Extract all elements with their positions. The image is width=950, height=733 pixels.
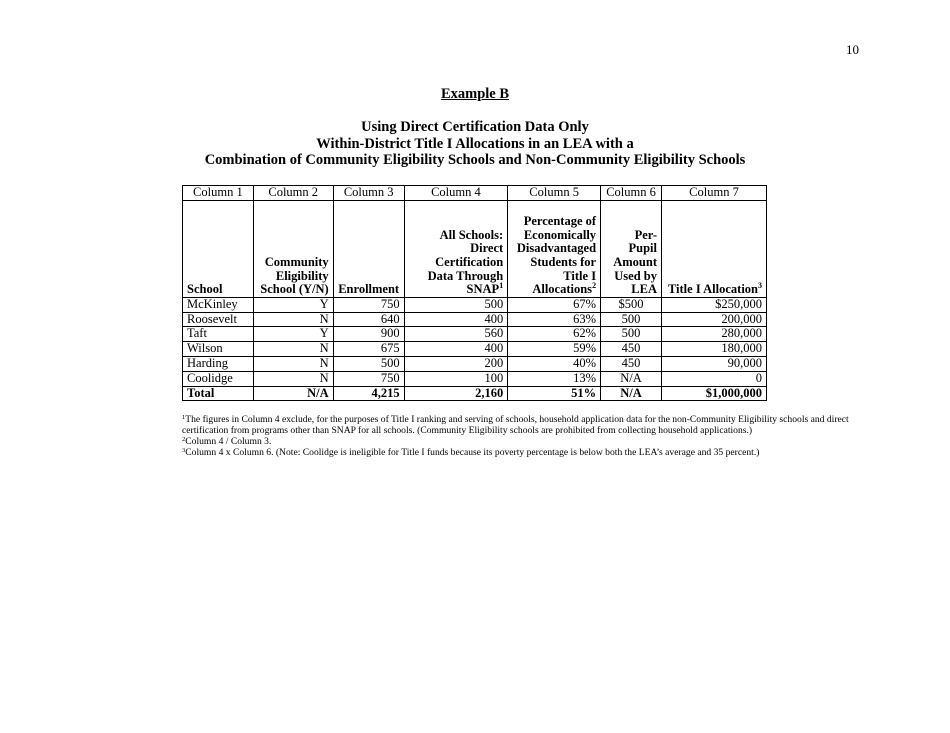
cell-enrollment: 900 (333, 327, 404, 342)
footnotes (182, 414, 872, 458)
header-school (183, 200, 254, 297)
header-snap (404, 200, 508, 297)
header-row (183, 200, 767, 297)
footnote-mark: 3 (182, 447, 186, 454)
cell-alloc: 200,000 (662, 312, 767, 327)
cell-snap: 2,160 (404, 386, 508, 401)
cell-ppa: 450 (601, 342, 662, 357)
cell-enrollment: 500 (333, 356, 404, 371)
cell-ce: N (253, 342, 333, 357)
cell-enrollment: 750 (333, 371, 404, 386)
column-label: Column 1 (183, 186, 254, 201)
header-text: Title I (563, 268, 597, 283)
cell-ce: N (253, 356, 333, 371)
column-label: Column 5 (508, 186, 601, 201)
header-text: Disadvantaged (516, 241, 597, 256)
cell-school: Taft (183, 327, 254, 342)
table-title-line: Within-District Title I Allocations in an LEA with a (316, 135, 634, 152)
cell-pct: 62% (508, 327, 601, 342)
footnote-ref: 2 (592, 281, 597, 291)
allocation-table (182, 185, 767, 401)
cell-alloc: 0 (662, 371, 767, 386)
footnote-mark: 2 (182, 436, 186, 443)
header-text: Direct (470, 241, 504, 256)
table-row (183, 312, 767, 327)
cell-snap: 560 (404, 327, 508, 342)
table-row (183, 297, 767, 312)
footnote-text: The figures in Column 4 exclude, for the purposes of Title I ranking and serving of schools, household application data for the non-Community Eligibility schools and direct (185, 414, 849, 425)
cell-ppa: 500 (601, 327, 662, 342)
cell-ce: N (253, 312, 333, 327)
header-text: Eligibility (275, 268, 329, 283)
cell-alloc: $1,000,000 (662, 386, 767, 401)
table-title-line: Combination of Community Eligibility Schools and Non-Community Eligibility Schools (204, 152, 746, 168)
cell-school: Coolidge (183, 371, 254, 386)
column-label: Column 3 (333, 186, 404, 201)
header-text: Percentage of (523, 214, 597, 229)
total-row (183, 386, 767, 401)
cell-school: McKinley (183, 297, 254, 312)
cell-alloc: 280,000 (662, 327, 767, 342)
header-percentage (508, 200, 601, 297)
footnote-text: certification from programs other than SNAP for all schools. (Community Eligibility schools are prohibited from collecting household applications.) (182, 425, 753, 436)
column-label-row (183, 186, 767, 201)
cell-pct: 67% (508, 297, 601, 312)
column-label: Column 7 (662, 186, 767, 201)
table-row (183, 356, 767, 371)
cell-ce: Y (253, 297, 333, 312)
cell-school: Wilson (183, 342, 254, 357)
footnote-mark: 1 (182, 414, 186, 421)
table-row (183, 371, 767, 386)
footnote-ref: 3 (758, 281, 762, 291)
cell-snap: 100 (404, 371, 508, 386)
header-text: School (Y/N) (260, 282, 329, 297)
cell-alloc: $250,000 (662, 297, 767, 312)
cell-ce: N/A (253, 386, 333, 401)
example-title: Example B (440, 86, 510, 102)
cell-school: Harding (183, 356, 254, 371)
header-text: Enrollment (338, 282, 400, 297)
header-text: Economically (523, 227, 597, 242)
header-text: Data Through (427, 268, 504, 283)
cell-ppa: N/A (601, 386, 662, 401)
header-text: Students for (530, 255, 597, 270)
header-text: Pupil (628, 241, 657, 256)
header-text: Certification (435, 255, 504, 270)
header-text: Used by (614, 268, 657, 283)
cell-alloc: 180,000 (662, 342, 767, 357)
header-text: Community (264, 255, 329, 270)
header-text: LEA (631, 282, 657, 297)
cell-ppa: $500 (601, 297, 662, 312)
cell-enrollment: 675 (333, 342, 404, 357)
cell-ppa: 500 (601, 312, 662, 327)
header-per-pupil (601, 200, 662, 297)
cell-enrollment: 750 (333, 297, 404, 312)
header-text: All Schools: (439, 227, 504, 242)
table-title-line: Using Direct Certification Data Only (361, 119, 589, 135)
column-label: Column 4 (404, 186, 508, 201)
cell-ce: Y (253, 327, 333, 342)
table-title (0, 119, 950, 169)
header-enrollment (333, 200, 404, 297)
cell-snap: 400 (404, 342, 508, 357)
column-label: Column 6 (601, 186, 662, 201)
cell-enrollment: 640 (333, 312, 404, 327)
cell-enrollment: 4,215 (333, 386, 404, 401)
column-label: Column 2 (253, 186, 333, 201)
header-text: Amount (613, 255, 657, 270)
cell-ce: N (253, 371, 333, 386)
footnote-text: Column 4 x Column 6. (Note: Coolidge is ineligible for Title I funds because its poverty percentage is below both the LEA’s average and 35 percent.) (185, 447, 760, 458)
page-number: 10 (846, 42, 859, 57)
cell-snap: 500 (404, 297, 508, 312)
cell-pct: 51% (508, 386, 601, 401)
cell-school: Total (183, 386, 254, 401)
cell-pct: 59% (508, 342, 601, 357)
cell-snap: 200 (404, 356, 508, 371)
table-row (183, 327, 767, 342)
cell-alloc: 90,000 (662, 356, 767, 371)
footnote (182, 436, 872, 447)
cell-pct: 63% (508, 312, 601, 327)
cell-ppa: 450 (601, 356, 662, 371)
cell-ppa: N/A (601, 371, 662, 386)
footnote (182, 447, 872, 458)
header-title-allocation (662, 200, 767, 297)
cell-pct: 40% (508, 356, 601, 371)
footnote-text: Column 4 / Column 3. (185, 436, 272, 447)
footnote (182, 414, 872, 436)
header-text: Title I Allocation (667, 282, 758, 297)
cell-school: Roosevelt (183, 312, 254, 327)
header-text: School (187, 282, 223, 297)
footnote-ref: 1 (499, 281, 504, 291)
cell-snap: 400 (404, 312, 508, 327)
header-community-eligibility (253, 200, 333, 297)
header-text: Per- (634, 227, 657, 242)
header-text: SNAP (466, 282, 500, 297)
cell-pct: 13% (508, 371, 601, 386)
table-row (183, 342, 767, 357)
header-text: Allocations (532, 282, 593, 297)
